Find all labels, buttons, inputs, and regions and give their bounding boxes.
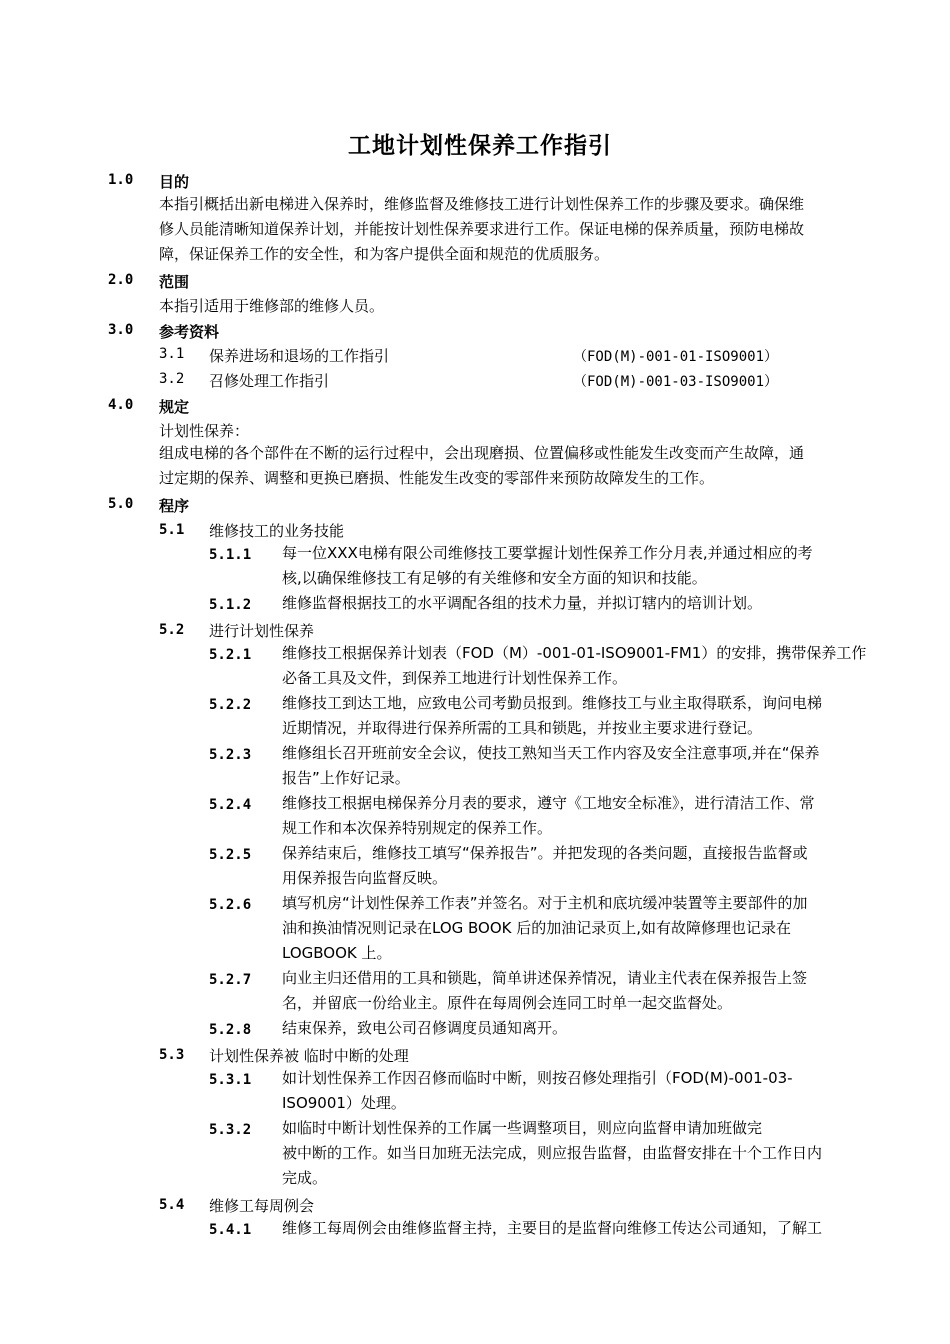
section-2-text: 本指引适用于维修部的维修人员。 [159,297,385,315]
item-5-1-1-text [282,541,895,591]
section-4-intro: 计划性保养： [159,422,250,440]
section-3-heading: 参考资料 [159,323,220,341]
item-5-2-7-number: 5.2.7 [209,972,252,988]
item-line: 名，并留底一份给业主。原件在每周例会连同工时单一起交监督处。 [282,994,733,1012]
section-1-line: 本指引概括出新电梯进入保养时，维修监督及维修技工进行计划性保养工作的步骤及要求。确保维 [159,195,805,213]
item-5-2-1-text [282,641,866,691]
item-5-2-8-text [282,1016,567,1041]
item-line: 维修技工根据保养计划表（FOD（M）-001-01-ISO9001-FM1）的安排，携带保养工作 [282,644,867,662]
item-5-2-3-number: 5.2.3 [209,747,252,763]
section-1-body [159,192,894,267]
section-4-line: 组成电梯的各个部件在不断的运行过程中，会出现磨损、位置偏移或性能发生改变而产生故障，通 [159,444,805,462]
item-line: 维修技工根据电梯保养分月表的要求，遵守《工地安全标准》，进行清洁工作、常 [282,794,815,812]
item-line: 规工作和本次保养特别规定的保养工作。 [282,819,553,837]
ref-3-2-code: （FOD(M)-001-03-ISO9001） [573,374,779,390]
ref-3-2-number: 3.2 [159,371,185,387]
item-line: LOGBOOK 上。 [282,944,392,962]
section-1-number: 1.0 [108,172,134,188]
subsection-5-3-title: 计划性保养被 临时中断的处理 [209,1047,409,1065]
item-5-2-2-text [282,691,822,741]
item-line: 维修监督根据技工的水平调配各组的技术力量，并拟订辖内的培训计划。 [282,594,763,612]
item-line: 填写机房“计划性保养工作表”并签名。对于主机和底坑缓冲装置等主要部件的加 [282,894,808,912]
subsection-5-4-title: 维修工每周例会 [209,1197,315,1215]
section-1-line: 障，保证保养工作的安全性，和为客户提供全面和规范的优质服务。 [159,245,610,263]
section-2-heading: 范围 [159,273,190,291]
subsection-5-1-number: 5.1 [159,522,185,538]
section-4-line: 过定期的保养、调整和更换已磨损、性能发生改变的零部件来预防故障发生的工作。 [159,469,715,487]
item-5-2-6-text [282,891,808,966]
item-line: 核,以确保维修技工有足够的有关维修和安全方面的知识和技能。 [282,569,707,587]
item-5-2-3-text [282,741,820,791]
item-5-3-2-text [282,1116,822,1191]
item-5-1-2-text [282,591,762,616]
item-line: 每一位XXX电梯有限公司维修技工要掌握计划性保养工作分月表,并通过相应的考 [282,544,813,562]
subsection-5-2-title: 进行计划性保养 [209,622,315,640]
item-line: 结束保养，致电公司召修调度员通知离开。 [282,1019,568,1037]
item-5-2-7-text [282,966,807,1016]
item-line: 近期情况，并取得进行保养所需的工具和锁匙，并按业主要求进行登记。 [282,719,763,737]
item-line: 保养结束后，维修技工填写“保养报告”。并把发现的各类问题，直接报告监督或 [282,844,808,862]
item-5-1-1-number: 5.1.1 [209,547,252,563]
item-line: ISO9001）处理。 [282,1094,406,1112]
item-line: 维修技工到达工地，应致电公司考勤员报到。维修技工与业主取得联系，询问电梯 [282,694,823,712]
item-line: 维修工每周例会由维修监督主持，主要目的是监督向维修工传达公司通知，了解工 [282,1219,823,1237]
section-1-heading: 目的 [159,173,190,191]
item-line: 必备工具及文件，到保养工地进行计划性保养工作。 [282,669,628,687]
item-line: 油和换油情况则记录在LOG BOOK 后的加油记录页上,如有故障修理也记录在 [282,919,792,937]
item-5-2-5-number: 5.2.5 [209,847,252,863]
ref-3-1-number: 3.1 [159,346,185,362]
item-line: 维修组长召开班前安全会议，使技工熟知当天工作内容及安全注意事项,并在“保养 [282,744,820,762]
item-line: 如临时中断计划性保养的工作属一些调整项目，则应向监督申请加班做完 [282,1119,763,1137]
ref-3-2-text: 召修处理工作指引 [209,372,330,390]
item-5-4-1-number: 5.4.1 [209,1222,252,1238]
item-5-2-5-text [282,841,808,891]
subsection-5-1-title: 维修技工的业务技能 [209,522,345,540]
section-3-number: 3.0 [108,322,134,338]
item-line: 报告”上作好记录。 [282,769,410,787]
item-5-2-6-number: 5.2.6 [209,897,252,913]
item-line: 完成。 [282,1169,328,1187]
section-4-number: 4.0 [108,397,134,413]
subsection-5-4-number: 5.4 [159,1197,185,1213]
item-5-2-8-number: 5.2.8 [209,1022,252,1038]
ref-3-1-code: （FOD(M)-001-01-ISO9001） [573,349,779,365]
item-5-4-1-text [282,1216,822,1241]
item-line: 如计划性保养工作因召修而临时中断，则按召修处理指引（FOD(M)-001-03- [282,1069,793,1087]
item-5-3-1-number: 5.3.1 [209,1072,252,1088]
item-5-2-4-text [282,791,815,841]
item-5-1-2-number: 5.1.2 [209,597,252,613]
section-1-line: 修人员能清晰知道保养计划，并能按计划性保养要求进行工作。保证电梯的保养质量，预防电梯故 [159,220,805,238]
item-5-2-2-number: 5.2.2 [209,697,252,713]
section-5-heading: 程序 [159,497,190,515]
section-4-heading: 规定 [159,398,190,416]
section-2-number: 2.0 [108,272,134,288]
item-line: 用保养报告向监督反映。 [282,869,448,887]
item-5-3-1-text [282,1066,793,1116]
ref-3-1-text: 保养进场和退场的工作指引 [209,347,390,365]
item-5-2-1-number: 5.2.1 [209,647,252,663]
section-5-number: 5.0 [108,496,134,512]
item-5-3-2-number: 5.3.2 [209,1122,252,1138]
item-5-2-4-number: 5.2.4 [209,797,252,813]
document-title: 工地计划性保养工作指引 [348,133,612,159]
subsection-5-3-number: 5.3 [159,1047,185,1063]
item-line: 被中断的工作。如当日加班无法完成，则应报告监督，由监督安排在十个工作日内 [282,1144,823,1162]
item-line: 向业主归还借用的工具和锁匙，简单讲述保养情况，请业主代表在保养报告上签 [282,969,808,987]
subsection-5-2-number: 5.2 [159,622,185,638]
section-4-body [159,441,894,491]
